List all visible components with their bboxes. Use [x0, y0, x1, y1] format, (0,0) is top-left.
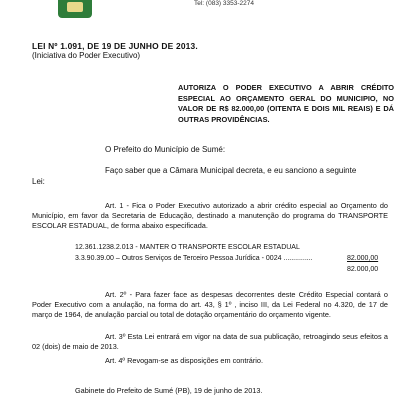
budget-total: 82.000,00 — [347, 266, 379, 273]
enactment-clause: Faço saber que a Câmara Municipal decreta, e eu sanciono a seguinte — [105, 166, 357, 175]
signature-place-date: Gabinete do Prefeito de Sumé (PB), 19 de junho de 2013. — [75, 386, 263, 395]
mayor-intro: O Prefeito do Município de Sumé: — [105, 145, 226, 154]
article-2: Art. 2º - Para fazer face as despesas decorrentes deste Crédito Especial contará o Poder Executivo com a anulação, na forma do art. 43, § 1º , inciso III, da Lei Federal no 4.320, de 17 de março de 1964, de anulação parcial ou total de dotação orçamentário do orçamento vigente. — [32, 290, 388, 320]
article-4: Art. 4º Revogam-se as disposições em contrário. — [105, 356, 263, 365]
article-3: Art. 3º Esta Lei entrará em vigor na data de sua publicação, retroagindo seus efeitos a 02 (dois) de maio de 2013. — [32, 332, 388, 352]
budget-value: 82.000,00 — [347, 255, 379, 262]
budget-line-element: 3.3.90.39.00 – Outros Serviços de Terceiro Pessoa Jurídica - 0024 ............... — [75, 255, 313, 262]
law-title: LEI Nº 1.091, DE 19 DE JUNHO DE 2013. — [32, 41, 198, 51]
article-1: Art. 1 - Fica o Poder Executivo autorizado a abrir crédito especial ao Orçamento do Município, em favor da Secretaria de Educação, destinado a manutenção do programa do TRANSPORTE ESCOLAR ESTADUAL, de forma abaixo especificada. — [32, 201, 388, 231]
law-ementa: AUTORIZA O PODER EXECUTIVO A ABRIR CRÉDITO ESPECIAL AO ORÇAMENTO GERAL DO MUNICIPIO, NO VALOR DE R$ 82.000,00 (OITENTA E DOIS MIL REAIS) E DÁ OUTRAS PROVIDÊNCIAS. — [178, 83, 394, 124]
law-label: Lei: — [32, 177, 45, 186]
budget-line-program: 12.361.1238.2.013 - MANTER O TRANSPORTE ESCOLAR ESTADUAL — [75, 244, 300, 251]
municipal-logo — [58, 0, 92, 18]
law-subtitle: (Iniciativa do Poder Executivo) — [32, 51, 141, 60]
header-phone: Tel: (083) 3353-2274 — [194, 0, 254, 7]
